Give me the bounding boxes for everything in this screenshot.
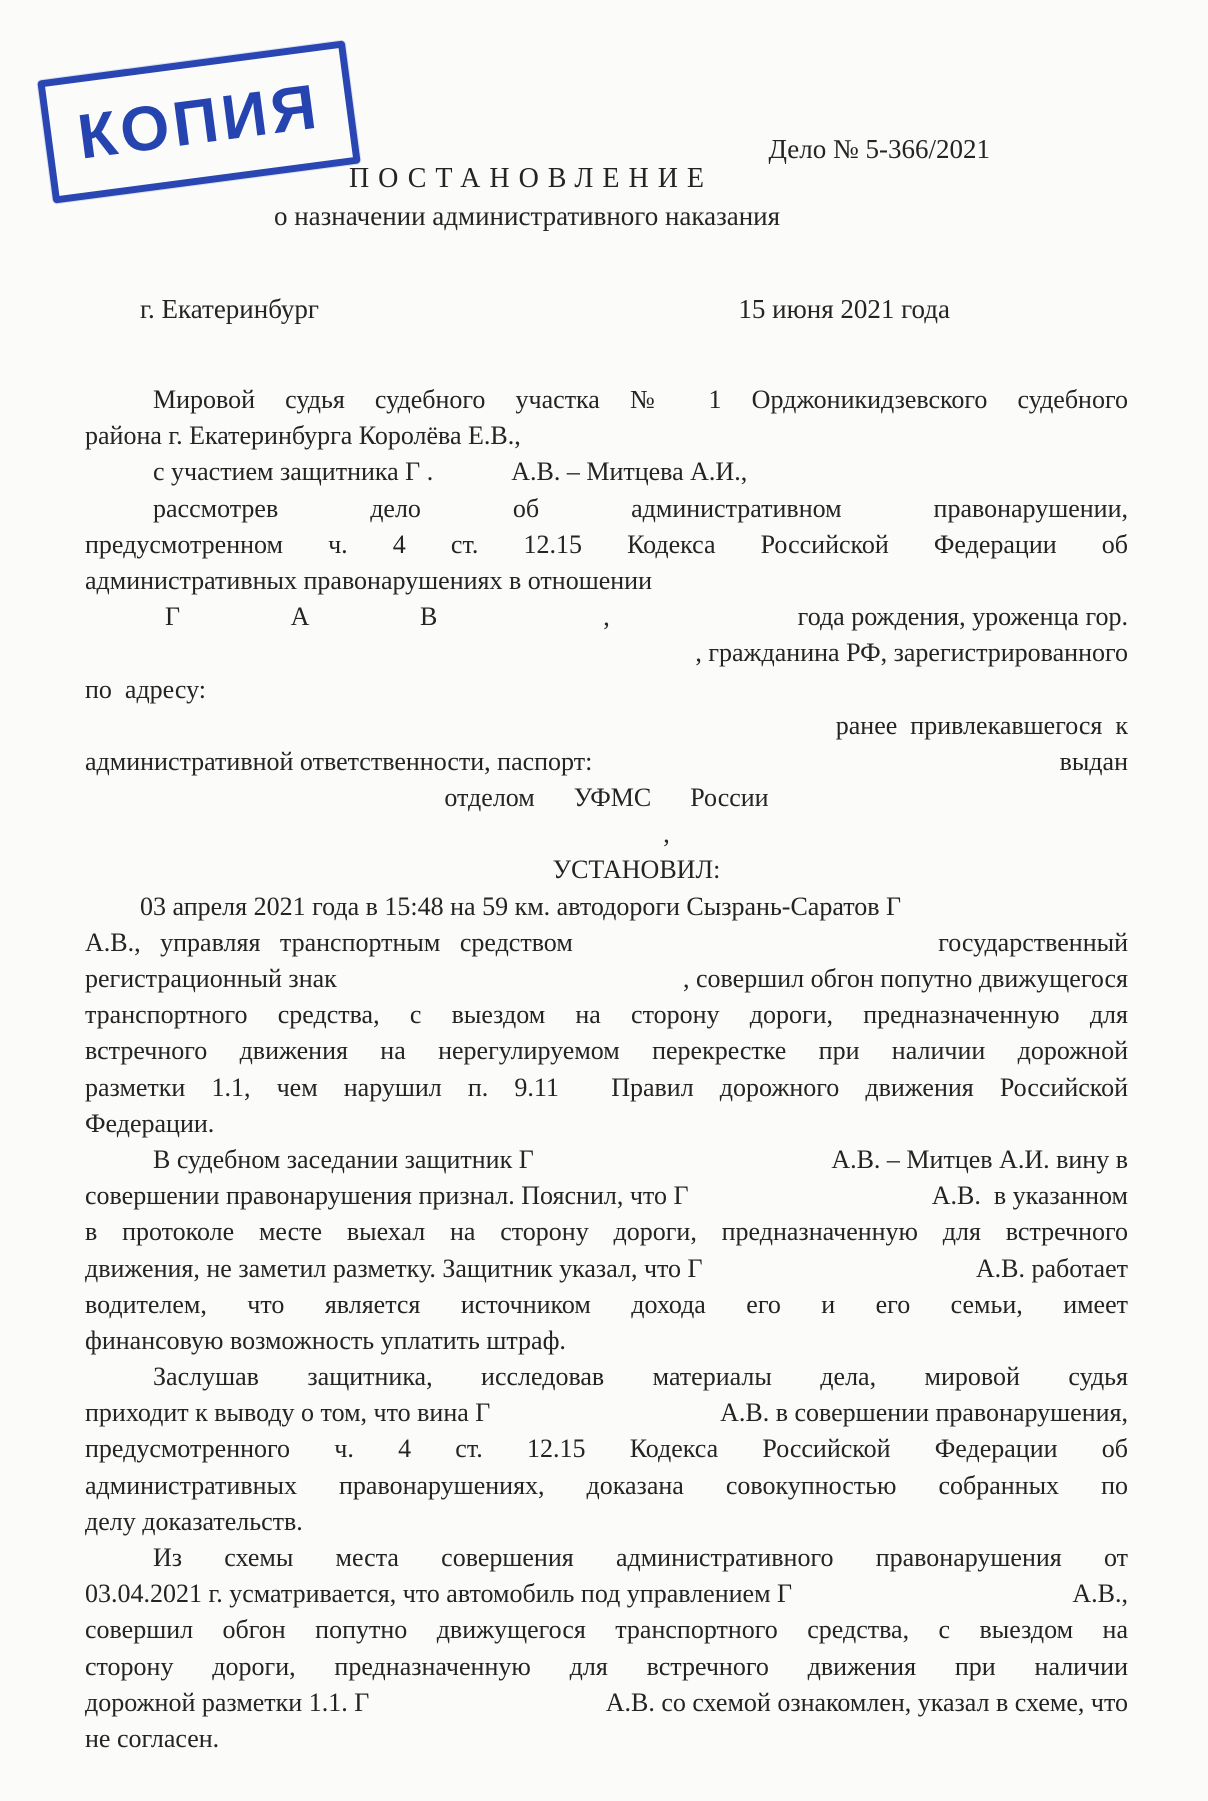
comma-mark: , <box>603 602 610 632</box>
document-line-reg-plate <box>85 961 1128 997</box>
birth-text: года рождения, уроженца гор. <box>797 602 1128 632</box>
document-line: совершил обгон попутно движущегося транспортного средства, с выездом на <box>85 1615 1128 1645</box>
redacted-surname-initial: Г <box>165 602 181 632</box>
defender-text-2: А.В. – Митцев А.И. вину в <box>831 1144 1128 1174</box>
document-line: водителем, что является источником дохода его и его семьи, имеет <box>85 1289 1128 1319</box>
guilt-text-2: А.В. в совершении правонарушения, <box>720 1398 1128 1428</box>
document-line: разметки 1.1, чем нарушил п. 9.11 Правил дорожного движения Российской <box>85 1072 1128 1102</box>
redaction-gap <box>610 599 798 635</box>
document-line: Мировой судья судебного участка № 1 Орджоникидзевского судебного <box>153 385 1128 414</box>
scheme-text: 03.04.2021 г. усматривается, что автомобиль под управлением Г <box>85 1579 793 1609</box>
redacted-patronymic-initial: В <box>419 602 438 632</box>
document-title: ПОСТАНОВЛЕНИЕ <box>348 163 714 194</box>
copy-stamp-label: КОПИЯ <box>73 71 325 173</box>
passport-label: административной ответственности, паспорт: <box>85 746 593 776</box>
document-line: Федерации. <box>85 1108 215 1138</box>
confession-text: совершении правонарушения признал. Пояснил, что Г <box>85 1181 689 1211</box>
document-line: сторону дороги, предназначенную для встречного движения при наличии <box>85 1651 1128 1681</box>
guilt-text: приходит к выводу о том, что вина Г <box>85 1398 491 1428</box>
document-line <box>85 1685 1128 1721</box>
document-line-passport <box>85 744 1128 780</box>
document-line: не согласен. <box>85 1723 220 1753</box>
document-line-vehicle <box>85 925 1128 961</box>
document-line: административных правонарушениях в отношении <box>85 565 653 595</box>
document-line: Заслушав защитника, исследовав материалы дела, мировой судья <box>153 1362 1128 1392</box>
overtake-text: , совершил обгон попутно движущегося <box>683 964 1128 993</box>
document-line: Из схемы места совершения административного правонарушения от <box>153 1543 1128 1572</box>
scheme-ack-text-2: А.В. со схемой ознакомлен, указал в схеме, что <box>605 1687 1128 1717</box>
redaction-gap <box>309 599 420 635</box>
redaction-gap <box>180 599 291 635</box>
document-line: встречного движения на нерегулируемом перекрестке при наличии дорожной <box>85 1036 1128 1066</box>
marking-text: движения, не заметил разметку. Защитник указал, что Г <box>85 1253 703 1283</box>
document-line: с участием защитника Г . А.В. – Митцева А.И., <box>153 457 748 487</box>
defender-text: В судебном заседании защитник Г <box>153 1144 534 1174</box>
document-line: предусмотренном ч. 4 ст. 12.15 Кодекса Российской Федерации об <box>85 529 1128 559</box>
document-line: предусмотренного ч. 4 ст. 12.15 Кодекса Российской Федерации об <box>85 1434 1128 1464</box>
redacted-name-initial: А <box>290 602 310 632</box>
document-line: , <box>663 819 670 849</box>
scheme-text-2: А.В., <box>1072 1579 1128 1609</box>
document-line: ранее привлекавшегося к <box>835 710 1128 740</box>
document-line: , гражданина РФ, зарегистрированного <box>695 638 1128 668</box>
document-line: рассмотрев дело об административном правонарушении, <box>153 493 1128 523</box>
case-number: Дело № 5-366/2021 <box>768 134 990 164</box>
document-line: в протоколе месте выехал на сторону дороги, предназначенную для встречного <box>85 1217 1128 1247</box>
document-line <box>85 1251 1128 1287</box>
document-subtitle: о назначении административного наказания <box>273 201 781 231</box>
document-line <box>85 1395 1128 1431</box>
document-line <box>85 1576 1128 1612</box>
vehicle-text: А.В., управляя транспортным средством <box>85 927 573 957</box>
document-line: по адресу: <box>85 674 206 704</box>
document-line <box>85 1178 1128 1214</box>
document-line: финансовую возможность уплатить штраф. <box>85 1325 566 1355</box>
scheme-ack-text: дорожной разметки 1.1. Г <box>85 1687 370 1717</box>
document-line: делу доказательств. <box>85 1506 303 1536</box>
redaction-gap <box>437 599 603 635</box>
section-heading-ustanovil: УСТАНОВИЛ: <box>552 855 721 885</box>
place-date-line <box>85 294 1128 325</box>
reg-plate-label: регистрационный знак <box>85 964 337 993</box>
state-label: государственный <box>938 927 1128 957</box>
document-line: административных правонарушениях, доказана совокупностью собранных по <box>85 1470 1128 1500</box>
document-line: транспортного средства, с выездом на сторону дороги, предназначенную для <box>85 1000 1128 1030</box>
city-label: г. Екатеринбург <box>140 294 319 324</box>
passport-issued-label: выдан <box>1059 746 1128 776</box>
document-line: отделом УФМС России <box>444 783 769 813</box>
document-line: 03 апреля 2021 года в 15:48 на 59 км. автодороги Сызрань-Саратов Г <box>140 891 902 921</box>
document-line: района г. Екатеринбурга Королёва Е.В., <box>85 421 521 451</box>
document-line-defender <box>85 1142 1128 1178</box>
document-line-redacted-person <box>85 599 1128 635</box>
document-body <box>85 382 1128 1757</box>
decision-date: 15 июня 2021 года <box>738 294 950 324</box>
marking-text-2: А.В. работает <box>975 1253 1128 1283</box>
confession-text-2: А.В. в указанном <box>931 1181 1128 1211</box>
